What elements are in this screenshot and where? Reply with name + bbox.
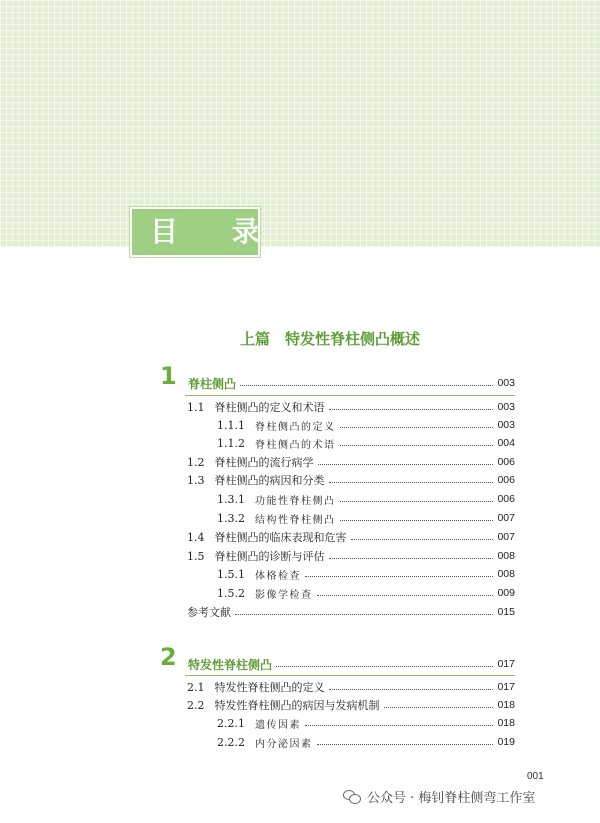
leader-dots xyxy=(305,725,493,726)
entry-number: 1.2 xyxy=(187,455,205,469)
toc-entry[interactable] xyxy=(187,453,515,471)
leader-dots xyxy=(318,464,494,465)
entry-title: 遗传因素 xyxy=(255,719,301,731)
page-ref: 006 xyxy=(497,456,515,468)
page-ref: 009 xyxy=(497,587,515,599)
leader-dots xyxy=(340,445,494,446)
watermark xyxy=(343,787,535,806)
entry-number: 1.1.1 xyxy=(217,418,245,432)
entry-title: 功能性脊柱侧凸 xyxy=(255,495,336,507)
toc-entry[interactable] xyxy=(217,714,515,732)
leader-dots xyxy=(329,689,494,690)
chapter-divider xyxy=(185,395,515,396)
chapter-divider xyxy=(185,675,515,676)
leader-dots xyxy=(340,501,494,502)
entry-number: 1.1.2 xyxy=(217,436,245,450)
toc-entry[interactable] xyxy=(187,547,515,565)
page-ref: 008 xyxy=(497,550,515,562)
toc-entry[interactable] xyxy=(187,398,515,416)
entry-title: 脊柱侧凸的流行病学 xyxy=(214,456,314,469)
watermark-text: 公众号 · 梅钊脊柱侧弯工作室 xyxy=(367,791,536,806)
page-title: 目 录 xyxy=(150,215,282,248)
entry-title: 体格检查 xyxy=(255,570,301,582)
part-title: 上篇 特发性脊柱侧凸概述 xyxy=(239,330,420,348)
toc-entry[interactable] xyxy=(217,416,515,434)
entry-number: 1.3 xyxy=(187,473,205,487)
chapter-title: 脊柱侧凸 xyxy=(188,376,237,391)
toc-entry[interactable] xyxy=(188,655,515,673)
toc-entry[interactable] xyxy=(217,434,515,452)
entry-number: 2.1 xyxy=(187,680,205,694)
entry-number: 1.5.1 xyxy=(217,567,245,581)
entry-number: 2.2.1 xyxy=(217,716,245,730)
page-ref: 003 xyxy=(497,377,515,389)
page-ref: 019 xyxy=(497,736,515,748)
entry-title: 影像学检查 xyxy=(255,589,313,601)
toc-entry[interactable] xyxy=(188,374,515,392)
leader-dots xyxy=(317,744,494,745)
toc-entry[interactable] xyxy=(187,603,515,621)
leader-dots xyxy=(329,409,494,410)
entry-title: 结构性脊柱侧凸 xyxy=(255,514,336,526)
leader-dots xyxy=(351,539,494,540)
leader-dots xyxy=(329,558,494,559)
page-ref: 017 xyxy=(497,658,515,670)
page-ref: 007 xyxy=(497,531,515,543)
leader-dots xyxy=(276,666,493,667)
chapter-number: 1 xyxy=(160,362,177,390)
entry-number: 1.4 xyxy=(187,530,205,544)
entry-number: 1.5.2 xyxy=(217,586,245,600)
entry-title: 特发性脊柱侧凸的定义 xyxy=(214,681,325,694)
entry-title: 内分泌因素 xyxy=(255,738,313,750)
entry-title: 脊柱侧凸的术语 xyxy=(255,439,336,451)
page-ref: 003 xyxy=(497,401,515,413)
entry-number: 1.5 xyxy=(187,549,205,563)
page-ref: 007 xyxy=(497,512,515,524)
leader-dots xyxy=(235,614,493,615)
page-ref: 006 xyxy=(497,493,515,505)
header-band xyxy=(0,0,600,247)
wechat-icon xyxy=(343,790,361,804)
entry-number: 1.3.1 xyxy=(217,492,245,506)
page-number: 001 xyxy=(527,771,544,782)
toc-entry[interactable] xyxy=(217,565,515,583)
entry-title: 脊柱侧凸的定义 xyxy=(255,421,336,433)
entry-title: 脊柱侧凸的病因和分类 xyxy=(214,474,325,487)
toc-entry[interactable] xyxy=(217,733,515,751)
leader-dots xyxy=(305,576,493,577)
entry-title: 参考文献 xyxy=(187,606,231,619)
page-ref: 003 xyxy=(497,419,515,431)
entry-number: 1.1 xyxy=(187,400,205,414)
leader-dots xyxy=(340,427,494,428)
toc-entry[interactable] xyxy=(187,696,515,714)
page-ref: 017 xyxy=(497,681,515,693)
toc-entry[interactable] xyxy=(217,490,515,508)
leader-dots xyxy=(340,520,494,521)
page-ref: 006 xyxy=(497,474,515,486)
entry-title: 特发性脊柱侧凸的病因与发病机制 xyxy=(214,699,380,712)
leader-dots xyxy=(329,482,494,483)
chapter-title: 特发性脊柱侧凸 xyxy=(188,657,273,672)
leader-dots xyxy=(240,385,493,386)
toc-entry[interactable] xyxy=(217,509,515,527)
page-ref: 008 xyxy=(497,568,515,580)
entry-number: 2.2.2 xyxy=(217,735,245,749)
entry-title: 脊柱侧凸的定义和术语 xyxy=(214,401,325,414)
toc-entry[interactable] xyxy=(187,528,515,546)
leader-dots xyxy=(384,707,494,708)
toc-entry[interactable] xyxy=(217,584,515,602)
page-ref: 018 xyxy=(497,699,515,711)
entry-number: 1.3.2 xyxy=(217,511,245,525)
leader-dots xyxy=(317,595,494,596)
page-ref: 004 xyxy=(497,437,515,449)
chapter-number: 2 xyxy=(160,643,177,671)
page-ref: 015 xyxy=(497,606,515,618)
entry-title: 脊柱侧凸的临床表现和危害 xyxy=(214,531,347,544)
page-ref: 018 xyxy=(497,717,515,729)
toc-entry[interactable] xyxy=(187,678,515,696)
toc-entry[interactable] xyxy=(187,471,515,489)
entry-title: 脊柱侧凸的诊断与评估 xyxy=(214,550,325,563)
entry-number: 2.2 xyxy=(187,698,205,712)
